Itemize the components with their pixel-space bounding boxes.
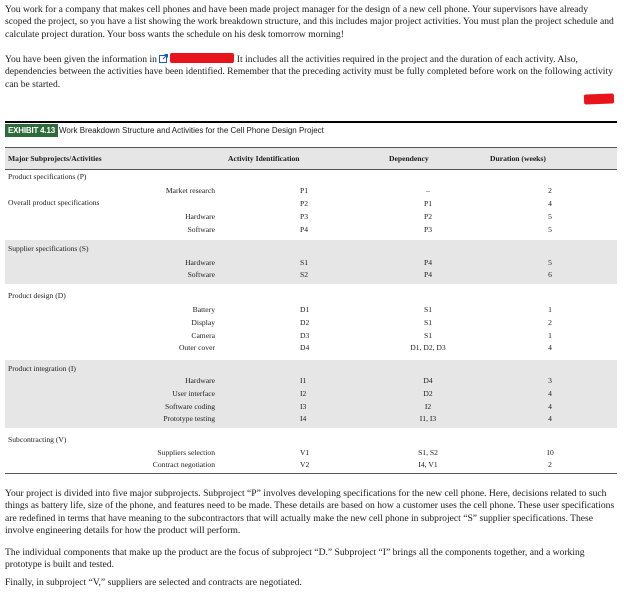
activity-duration: 3 [548,376,552,385]
outro-paragraph-3: Finally, in subproject “V,” suppliers are selected and contracts are negotiated. [5,577,302,588]
activity-dependency: – [426,186,430,195]
exhibit-title: Work Breakdown Structure and Activities for the Cell Phone Design Project [59,126,324,135]
activity-name: Software [187,225,215,234]
intro-paragraph-2-end: It includes all the activities required in the project and the duration of each activity. Also, dependencies between the activities have been identified. Remember that the preceding activity must be fully completed before work on the following activity can be started. [5,54,613,90]
header-dependency: Dependency [389,154,429,163]
activity-duration: 6 [548,270,552,279]
activity-name: Outer cover [178,343,215,352]
exhibit-tag: EXHIBIT 4.13 [5,124,58,137]
activity-name: User interface [172,389,215,398]
activity-id: I3 [300,402,307,411]
activity-id: S1 [300,258,309,267]
activity-duration: 1 [548,305,552,314]
intro-paragraph-1: You work for a company that makes cell phones and have been made project manager for the design of a new cell phone. Your supervisors have already scoped the project, so you have a list showing the work breakdown structure, and this includes major project activities. You must plan the project schedule and calculate project duration. Your boss wants the schedule on his desk tomorrow morning! [5,4,614,40]
activity-duration: 4 [548,414,552,423]
activity-dependency: P4 [423,258,433,267]
activity-name: Suppliers selection [157,448,215,457]
subproject-label: Supplier specifications (S) [8,244,89,253]
activity-id: P4 [300,225,309,234]
activity-name: Software coding [165,402,215,411]
exhibit-caption [5,121,617,139]
activity-dependency: I2 [424,402,432,411]
activity-dependency: I4, V1 [418,460,438,469]
activity-dependency: I1, I3 [419,414,437,423]
activity-dependency: S1 [423,331,433,340]
activity-name: Camera [191,331,215,340]
outro-paragraph-2: The individual components that make up the product are the focus of subproject “D.” Subproject “I” brings all the components together, and a working prototype is built and tested. [5,547,585,571]
activity-id: V2 [300,460,310,469]
activity-id: P1 [300,186,309,195]
activity-id: I1 [300,376,307,385]
activity-id: V1 [300,448,310,457]
external-link-icon[interactable] [159,54,168,63]
activity-dependency: P3 [423,225,433,234]
activity-duration: 2 [548,186,552,195]
subproject-label: Overall product specifications [8,198,100,207]
activity-duration: 5 [548,212,552,221]
activity-duration: 1 [548,331,552,340]
activity-dependency: D4 [423,376,433,385]
activity-dependency: S1 [423,305,433,314]
outro-paragraph-1: Your project is divided into five major subprojects. Subproject “P” involves developing specifications for the new cell phone. Here, decisions related to such things as battery life, size of the phone, and features need to be made. These details are based on how a customer uses the cell phone. These user specifications are redefined in terms that have meaning to the subcontractors that will actually make the new cell phone in subproject “S” supplier specifications. These involve engineering details for how the product will perform. [5,488,615,537]
activity-duration: 10 [546,448,554,457]
activity-name: Hardware [185,376,215,385]
activity-name: Hardware [185,258,215,267]
activity-id: I4 [300,414,307,423]
activity-duration: 5 [548,258,552,267]
header-activity-id: Activity Identification [228,154,300,163]
activity-dependency: P1 [423,199,433,208]
activity-name: Hardware [185,212,215,221]
intro-paragraph-2-start: You have been given the information in [5,54,157,65]
activity-name: Contract negotiation [152,460,215,469]
activity-duration: 5 [548,225,552,234]
activity-id: D1 [300,305,310,314]
header-duration: Duration (weeks) [490,154,546,163]
activity-id: D3 [300,331,310,340]
table-bottom-rule [5,473,617,474]
subproject-label: Product integration (I) [8,364,76,373]
activity-id: D2 [300,318,310,327]
activity-dependency: P4 [423,270,433,279]
header-subprojects: Major Subprojects/Activities [8,154,102,163]
activity-id: I2 [300,389,307,398]
activity-dependency: S1 [423,318,433,327]
redaction-mark [170,53,234,63]
activity-duration: 4 [548,199,552,208]
activity-duration: 2 [548,318,552,327]
activity-dependency: D2 [423,389,433,398]
activity-duration: 4 [548,402,552,411]
activity-dependency: S1, S2 [418,448,438,457]
activity-name: Software [187,270,215,279]
table-header [5,147,617,170]
redaction-mark-corner [584,93,614,104]
activity-name: Display [191,318,215,327]
subproject-label: Product design (D) [8,291,66,300]
activity-name: Market research [165,186,215,195]
activity-id: P2 [300,199,309,208]
activity-id: D4 [300,343,310,352]
activity-duration: 2 [548,460,552,469]
intro-paragraph-2 [5,53,617,91]
activity-duration: 4 [548,343,552,352]
activity-dependency: P2 [423,212,433,221]
subproject-label: Subcontracting (V) [8,435,67,444]
activity-name: Prototype testing [163,414,215,423]
activity-id: P3 [300,212,309,221]
subproject-label: Product specifications (P) [8,172,87,181]
activity-dependency: D1, D2, D3 [410,343,446,352]
activity-id: S2 [300,270,309,279]
activity-name: Battery [192,305,215,314]
activity-duration: 4 [548,389,552,398]
